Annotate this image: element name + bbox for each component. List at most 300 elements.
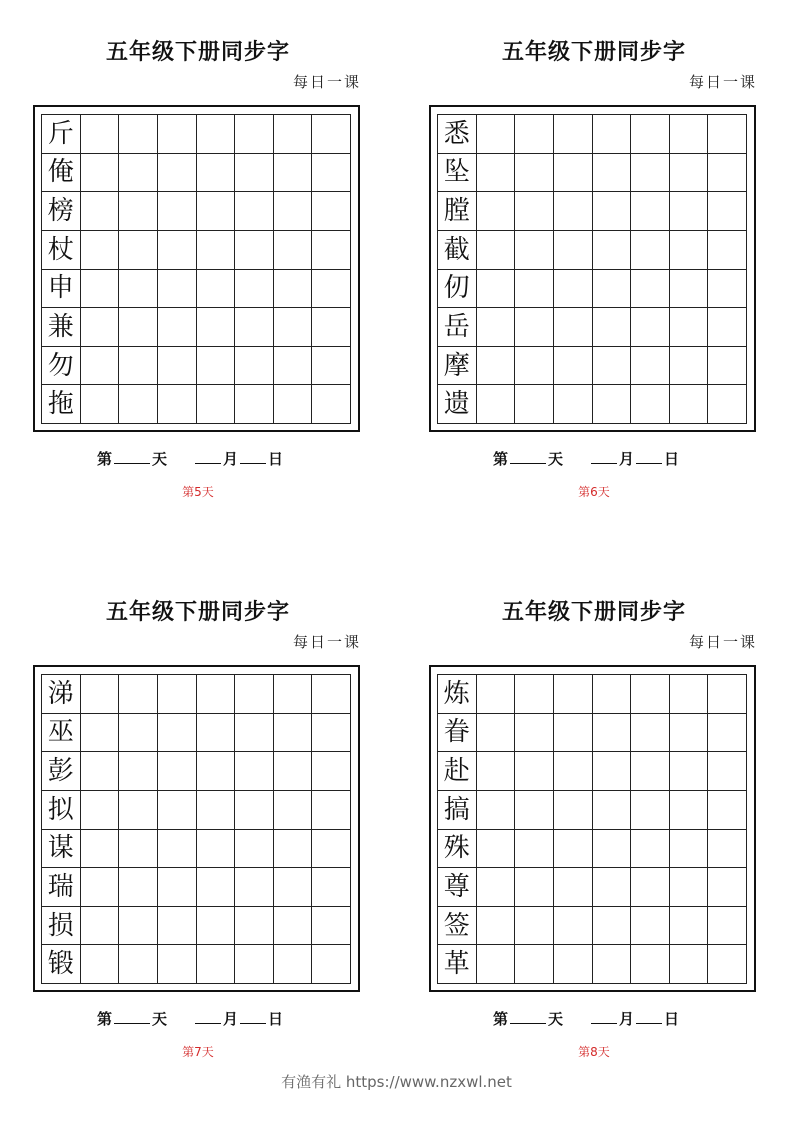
practice-cell[interactable] bbox=[197, 385, 236, 424]
practice-cell[interactable] bbox=[631, 308, 670, 347]
practice-cell[interactable] bbox=[670, 385, 709, 424]
practice-cell[interactable] bbox=[631, 714, 670, 753]
date-unit: 日 bbox=[268, 1010, 284, 1028]
practice-cell[interactable] bbox=[158, 675, 197, 714]
practice-cell[interactable] bbox=[593, 675, 632, 714]
practice-cell[interactable] bbox=[235, 385, 274, 424]
practice-cell[interactable] bbox=[477, 714, 516, 753]
practice-cell[interactable] bbox=[554, 385, 593, 424]
practice-cell[interactable] bbox=[670, 231, 709, 270]
practice-grid-frame bbox=[429, 665, 756, 992]
practice-cell[interactable] bbox=[515, 385, 554, 424]
model-character-cell: 炼 bbox=[438, 675, 477, 714]
practice-cell[interactable] bbox=[274, 791, 313, 830]
practice-cell[interactable] bbox=[631, 270, 670, 309]
practice-cell[interactable] bbox=[554, 752, 593, 791]
practice-cell[interactable] bbox=[708, 347, 747, 386]
practice-cell[interactable] bbox=[158, 830, 197, 869]
practice-grid bbox=[41, 114, 351, 424]
sheet-title: 五年级下册同步字 bbox=[501, 39, 686, 65]
practice-cell[interactable] bbox=[515, 347, 554, 386]
practice-cell[interactable] bbox=[81, 270, 120, 309]
practice-cell[interactable] bbox=[554, 907, 593, 946]
practice-cell[interactable] bbox=[708, 308, 747, 347]
practice-cell[interactable] bbox=[593, 945, 632, 984]
practice-cell[interactable] bbox=[708, 385, 747, 424]
practice-cell[interactable] bbox=[81, 308, 120, 347]
model-character-cell: 彭 bbox=[42, 752, 81, 791]
practice-cell[interactable] bbox=[515, 830, 554, 869]
practice-cell[interactable] bbox=[81, 115, 120, 154]
model-character-cell: 尊 bbox=[438, 868, 477, 907]
practice-cell[interactable] bbox=[554, 945, 593, 984]
practice-cell[interactable] bbox=[515, 907, 554, 946]
practice-cell[interactable] bbox=[593, 385, 632, 424]
model-character-cell: 杖 bbox=[42, 231, 81, 270]
day-unit: 天 bbox=[548, 1010, 564, 1028]
practice-cell[interactable] bbox=[708, 675, 747, 714]
practice-cell[interactable] bbox=[515, 675, 554, 714]
practice-cell[interactable] bbox=[593, 791, 632, 830]
practice-cell[interactable] bbox=[119, 154, 158, 193]
date-line bbox=[493, 1008, 679, 1029]
practice-cell[interactable] bbox=[235, 347, 274, 386]
practice-cell[interactable] bbox=[235, 192, 274, 231]
practice-cell[interactable] bbox=[312, 347, 351, 386]
practice-cell[interactable] bbox=[81, 714, 120, 753]
practice-cell[interactable] bbox=[708, 154, 747, 193]
practice-cell[interactable] bbox=[515, 945, 554, 984]
practice-cell[interactable] bbox=[235, 752, 274, 791]
practice-cell[interactable] bbox=[158, 154, 197, 193]
practice-cell[interactable] bbox=[158, 385, 197, 424]
practice-cell[interactable] bbox=[274, 830, 313, 869]
practice-cell[interactable] bbox=[631, 675, 670, 714]
practice-cell[interactable] bbox=[554, 791, 593, 830]
practice-cell[interactable] bbox=[235, 830, 274, 869]
date-unit: 日 bbox=[268, 450, 284, 468]
practice-cell[interactable] bbox=[631, 192, 670, 231]
practice-cell[interactable] bbox=[593, 231, 632, 270]
practice-cell[interactable] bbox=[670, 868, 709, 907]
model-character-cell: 兼 bbox=[42, 308, 81, 347]
practice-cell[interactable] bbox=[670, 115, 709, 154]
practice-cell[interactable] bbox=[81, 231, 120, 270]
sheet-title: 五年级下册同步字 bbox=[105, 39, 290, 65]
practice-cell[interactable] bbox=[119, 231, 158, 270]
practice-cell[interactable] bbox=[81, 791, 120, 830]
day-number-blank[interactable] bbox=[510, 451, 546, 464]
practice-cell[interactable] bbox=[477, 830, 516, 869]
practice-cell[interactable] bbox=[554, 347, 593, 386]
sheet-subtitle: 每日一课 bbox=[292, 73, 361, 91]
date-unit: 日 bbox=[664, 1010, 680, 1028]
practice-cell[interactable] bbox=[81, 192, 120, 231]
practice-cell[interactable] bbox=[81, 347, 120, 386]
practice-cell[interactable] bbox=[312, 192, 351, 231]
date-blank[interactable] bbox=[240, 1011, 266, 1024]
practice-cell[interactable] bbox=[197, 270, 236, 309]
practice-cell[interactable] bbox=[554, 270, 593, 309]
practice-cell[interactable] bbox=[631, 907, 670, 946]
practice-cell[interactable] bbox=[515, 270, 554, 309]
model-character-cell: 仞 bbox=[438, 270, 477, 309]
practice-cell[interactable] bbox=[515, 115, 554, 154]
month-blank[interactable] bbox=[195, 451, 221, 464]
practice-cell[interactable] bbox=[554, 192, 593, 231]
day-unit: 天 bbox=[152, 1010, 168, 1028]
practice-cell[interactable] bbox=[119, 347, 158, 386]
practice-cell[interactable] bbox=[708, 270, 747, 309]
practice-cell[interactable] bbox=[197, 115, 236, 154]
model-character-cell: 拟 bbox=[42, 791, 81, 830]
practice-cell[interactable] bbox=[515, 714, 554, 753]
model-character-cell: 截 bbox=[438, 231, 477, 270]
practice-cell[interactable] bbox=[631, 945, 670, 984]
day-prefix: 第 bbox=[493, 1010, 509, 1028]
day-label: 第7天 bbox=[182, 1045, 214, 1059]
practice-cell[interactable] bbox=[515, 231, 554, 270]
practice-cell[interactable] bbox=[197, 714, 236, 753]
practice-cell[interactable] bbox=[708, 752, 747, 791]
practice-cell[interactable] bbox=[554, 868, 593, 907]
practice-cell[interactable] bbox=[158, 945, 197, 984]
practice-cell[interactable] bbox=[274, 385, 313, 424]
practice-cell[interactable] bbox=[515, 752, 554, 791]
practice-cell[interactable] bbox=[274, 945, 313, 984]
date-blank[interactable] bbox=[240, 451, 266, 464]
model-character-cell: 勿 bbox=[42, 347, 81, 386]
practice-cell[interactable] bbox=[81, 830, 120, 869]
practice-cell[interactable] bbox=[81, 385, 120, 424]
practice-cell[interactable] bbox=[158, 868, 197, 907]
practice-grid bbox=[437, 674, 747, 984]
practice-cell[interactable] bbox=[477, 192, 516, 231]
practice-cell[interactable] bbox=[312, 154, 351, 193]
practice-cell[interactable] bbox=[312, 945, 351, 984]
practice-cell[interactable] bbox=[119, 791, 158, 830]
practice-cell[interactable] bbox=[197, 830, 236, 869]
practice-cell[interactable] bbox=[670, 308, 709, 347]
practice-cell[interactable] bbox=[119, 192, 158, 231]
model-character-cell: 遗 bbox=[438, 385, 477, 424]
practice-cell[interactable] bbox=[554, 154, 593, 193]
practice-cell[interactable] bbox=[197, 231, 236, 270]
practice-cell[interactable] bbox=[312, 231, 351, 270]
date-blank[interactable] bbox=[636, 451, 662, 464]
model-character-cell: 岳 bbox=[438, 308, 477, 347]
practice-cell[interactable] bbox=[631, 791, 670, 830]
practice-cell[interactable] bbox=[631, 830, 670, 869]
practice-cell[interactable] bbox=[477, 270, 516, 309]
practice-cell[interactable] bbox=[554, 830, 593, 869]
practice-cell[interactable] bbox=[708, 231, 747, 270]
practice-cell[interactable] bbox=[593, 830, 632, 869]
practice-cell[interactable] bbox=[158, 752, 197, 791]
practice-cell[interactable] bbox=[197, 154, 236, 193]
practice-cell[interactable] bbox=[235, 714, 274, 753]
practice-cell[interactable] bbox=[119, 945, 158, 984]
practice-cell[interactable] bbox=[312, 907, 351, 946]
model-character-cell: 搞 bbox=[438, 791, 477, 830]
month-blank[interactable] bbox=[591, 451, 617, 464]
practice-cell[interactable] bbox=[670, 270, 709, 309]
practice-grid-frame bbox=[33, 665, 360, 992]
practice-cell[interactable] bbox=[274, 714, 313, 753]
practice-cell[interactable] bbox=[312, 868, 351, 907]
date-unit: 日 bbox=[664, 450, 680, 468]
practice-cell[interactable] bbox=[554, 675, 593, 714]
practice-cell[interactable] bbox=[477, 907, 516, 946]
practice-cell[interactable] bbox=[593, 270, 632, 309]
practice-cell[interactable] bbox=[312, 385, 351, 424]
practice-cell[interactable] bbox=[274, 154, 313, 193]
practice-cell[interactable] bbox=[708, 791, 747, 830]
model-character-cell: 榜 bbox=[42, 192, 81, 231]
practice-cell[interactable] bbox=[670, 945, 709, 984]
practice-cell[interactable] bbox=[81, 752, 120, 791]
practice-cell[interactable] bbox=[197, 907, 236, 946]
practice-cell[interactable] bbox=[119, 752, 158, 791]
practice-cell[interactable] bbox=[197, 752, 236, 791]
day-prefix: 第 bbox=[493, 450, 509, 468]
practice-cell[interactable] bbox=[593, 192, 632, 231]
practice-cell[interactable] bbox=[81, 945, 120, 984]
model-character-cell: 眷 bbox=[438, 714, 477, 753]
practice-cell[interactable] bbox=[477, 675, 516, 714]
practice-cell[interactable] bbox=[670, 791, 709, 830]
practice-cell[interactable] bbox=[670, 675, 709, 714]
practice-cell[interactable] bbox=[274, 270, 313, 309]
model-character-cell: 赴 bbox=[438, 752, 477, 791]
practice-cell[interactable] bbox=[235, 945, 274, 984]
practice-cell[interactable] bbox=[119, 385, 158, 424]
practice-cell[interactable] bbox=[477, 385, 516, 424]
practice-cell[interactable] bbox=[274, 752, 313, 791]
practice-cell[interactable] bbox=[81, 907, 120, 946]
practice-cell[interactable] bbox=[554, 231, 593, 270]
practice-cell[interactable] bbox=[670, 714, 709, 753]
practice-cell[interactable] bbox=[197, 791, 236, 830]
month-unit: 月 bbox=[619, 450, 635, 468]
practice-cell[interactable] bbox=[477, 868, 516, 907]
practice-cell[interactable] bbox=[235, 675, 274, 714]
practice-grid bbox=[437, 114, 747, 424]
practice-cell[interactable] bbox=[670, 347, 709, 386]
practice-cell[interactable] bbox=[708, 907, 747, 946]
practice-cell[interactable] bbox=[477, 752, 516, 791]
practice-grid-frame bbox=[429, 105, 756, 432]
practice-cell[interactable] bbox=[631, 231, 670, 270]
practice-cell[interactable] bbox=[274, 347, 313, 386]
practice-cell[interactable] bbox=[312, 115, 351, 154]
model-character-cell: 谋 bbox=[42, 830, 81, 869]
practice-cell[interactable] bbox=[515, 192, 554, 231]
practice-cell[interactable] bbox=[708, 868, 747, 907]
footer-watermark: 有渔有礼 https://www.nzxwl.net bbox=[281, 1073, 512, 1091]
practice-cell[interactable] bbox=[670, 154, 709, 193]
practice-cell[interactable] bbox=[235, 791, 274, 830]
practice-cell[interactable] bbox=[274, 868, 313, 907]
model-character-cell: 锻 bbox=[42, 945, 81, 984]
practice-cell[interactable] bbox=[593, 115, 632, 154]
practice-cell[interactable] bbox=[708, 192, 747, 231]
practice-cell[interactable] bbox=[274, 907, 313, 946]
practice-cell[interactable] bbox=[477, 308, 516, 347]
practice-cell[interactable] bbox=[197, 192, 236, 231]
model-character-cell: 悉 bbox=[438, 115, 477, 154]
model-character-cell: 签 bbox=[438, 907, 477, 946]
sheet-subtitle: 每日一课 bbox=[688, 633, 757, 651]
practice-cell[interactable] bbox=[197, 868, 236, 907]
sheet-title: 五年级下册同步字 bbox=[501, 599, 686, 625]
practice-cell[interactable] bbox=[631, 868, 670, 907]
practice-cell[interactable] bbox=[593, 752, 632, 791]
practice-cell[interactable] bbox=[515, 154, 554, 193]
practice-cell[interactable] bbox=[274, 115, 313, 154]
practice-cell[interactable] bbox=[119, 115, 158, 154]
practice-cell[interactable] bbox=[274, 675, 313, 714]
model-character-cell: 申 bbox=[42, 270, 81, 309]
practice-cell[interactable] bbox=[312, 270, 351, 309]
practice-cell[interactable] bbox=[670, 830, 709, 869]
practice-cell[interactable] bbox=[274, 308, 313, 347]
practice-cell[interactable] bbox=[235, 907, 274, 946]
practice-cell[interactable] bbox=[81, 868, 120, 907]
practice-cell[interactable] bbox=[158, 192, 197, 231]
practice-cell[interactable] bbox=[119, 675, 158, 714]
practice-cell[interactable] bbox=[554, 714, 593, 753]
model-character-cell: 摩 bbox=[438, 347, 477, 386]
model-character-cell: 革 bbox=[438, 945, 477, 984]
model-character-cell: 斤 bbox=[42, 115, 81, 154]
practice-cell[interactable] bbox=[158, 115, 197, 154]
practice-cell[interactable] bbox=[235, 308, 274, 347]
model-character-cell: 膛 bbox=[438, 192, 477, 231]
practice-cell[interactable] bbox=[554, 115, 593, 154]
practice-cell[interactable] bbox=[708, 830, 747, 869]
practice-cell[interactable] bbox=[158, 907, 197, 946]
practice-grid bbox=[41, 674, 351, 984]
practice-cell[interactable] bbox=[235, 154, 274, 193]
practice-cell[interactable] bbox=[158, 347, 197, 386]
practice-cell[interactable] bbox=[312, 830, 351, 869]
sheet-subtitle: 每日一课 bbox=[292, 633, 361, 651]
practice-cell[interactable] bbox=[593, 714, 632, 753]
practice-cell[interactable] bbox=[477, 791, 516, 830]
practice-cell[interactable] bbox=[477, 154, 516, 193]
practice-cell[interactable] bbox=[235, 868, 274, 907]
practice-cell[interactable] bbox=[631, 115, 670, 154]
practice-cell[interactable] bbox=[477, 115, 516, 154]
practice-cell[interactable] bbox=[515, 868, 554, 907]
day-number-blank[interactable] bbox=[510, 1011, 546, 1024]
day-number-blank[interactable] bbox=[114, 1011, 150, 1024]
practice-cell[interactable] bbox=[670, 192, 709, 231]
model-character-cell: 俺 bbox=[42, 154, 81, 193]
practice-cell[interactable] bbox=[477, 945, 516, 984]
sheet-title: 五年级下册同步字 bbox=[105, 599, 290, 625]
practice-cell[interactable] bbox=[515, 308, 554, 347]
practice-cell[interactable] bbox=[312, 308, 351, 347]
practice-cell[interactable] bbox=[119, 907, 158, 946]
month-blank[interactable] bbox=[195, 1011, 221, 1024]
date-line bbox=[97, 1008, 283, 1029]
date-line bbox=[493, 448, 679, 469]
day-number-blank[interactable] bbox=[114, 451, 150, 464]
practice-cell[interactable] bbox=[158, 270, 197, 309]
practice-cell[interactable] bbox=[197, 347, 236, 386]
practice-cell[interactable] bbox=[158, 308, 197, 347]
month-blank[interactable] bbox=[591, 1011, 617, 1024]
practice-cell[interactable] bbox=[631, 154, 670, 193]
day-label: 第6天 bbox=[578, 485, 610, 499]
practice-cell[interactable] bbox=[197, 308, 236, 347]
practice-cell[interactable] bbox=[235, 115, 274, 154]
model-character-cell: 瑞 bbox=[42, 868, 81, 907]
practice-cell[interactable] bbox=[593, 308, 632, 347]
practice-cell[interactable] bbox=[708, 714, 747, 753]
practice-cell[interactable] bbox=[119, 308, 158, 347]
practice-cell[interactable] bbox=[593, 154, 632, 193]
practice-cell[interactable] bbox=[631, 752, 670, 791]
practice-cell[interactable] bbox=[312, 752, 351, 791]
practice-cell[interactable] bbox=[274, 192, 313, 231]
model-character-cell: 涕 bbox=[42, 675, 81, 714]
practice-cell[interactable] bbox=[554, 308, 593, 347]
practice-cell[interactable] bbox=[670, 907, 709, 946]
practice-cell[interactable] bbox=[477, 231, 516, 270]
day-prefix: 第 bbox=[97, 1010, 113, 1028]
practice-cell[interactable] bbox=[197, 675, 236, 714]
practice-cell[interactable] bbox=[631, 385, 670, 424]
practice-cell[interactable] bbox=[274, 231, 313, 270]
month-unit: 月 bbox=[223, 450, 239, 468]
practice-cell[interactable] bbox=[670, 752, 709, 791]
practice-cell[interactable] bbox=[312, 675, 351, 714]
practice-cell[interactable] bbox=[515, 791, 554, 830]
practice-cell[interactable] bbox=[158, 231, 197, 270]
practice-cell[interactable] bbox=[708, 945, 747, 984]
practice-cell[interactable] bbox=[235, 231, 274, 270]
month-unit: 月 bbox=[619, 1010, 635, 1028]
sheet-subtitle: 每日一课 bbox=[688, 73, 757, 91]
practice-cell[interactable] bbox=[312, 714, 351, 753]
practice-cell[interactable] bbox=[593, 347, 632, 386]
date-blank[interactable] bbox=[636, 1011, 662, 1024]
practice-cell[interactable] bbox=[81, 675, 120, 714]
practice-cell[interactable] bbox=[708, 115, 747, 154]
practice-cell[interactable] bbox=[158, 791, 197, 830]
practice-cell[interactable] bbox=[197, 945, 236, 984]
model-character-cell: 损 bbox=[42, 907, 81, 946]
practice-cell[interactable] bbox=[593, 907, 632, 946]
practice-cell[interactable] bbox=[158, 714, 197, 753]
practice-cell[interactable] bbox=[119, 830, 158, 869]
practice-cell[interactable] bbox=[119, 270, 158, 309]
practice-cell[interactable] bbox=[119, 868, 158, 907]
practice-cell[interactable] bbox=[235, 270, 274, 309]
day-label: 第8天 bbox=[578, 1045, 610, 1059]
month-unit: 月 bbox=[223, 1010, 239, 1028]
model-character-cell: 巫 bbox=[42, 714, 81, 753]
practice-cell[interactable] bbox=[631, 347, 670, 386]
practice-cell[interactable] bbox=[477, 347, 516, 386]
practice-cell[interactable] bbox=[81, 154, 120, 193]
practice-cell[interactable] bbox=[312, 791, 351, 830]
practice-cell[interactable] bbox=[119, 714, 158, 753]
practice-cell[interactable] bbox=[593, 868, 632, 907]
